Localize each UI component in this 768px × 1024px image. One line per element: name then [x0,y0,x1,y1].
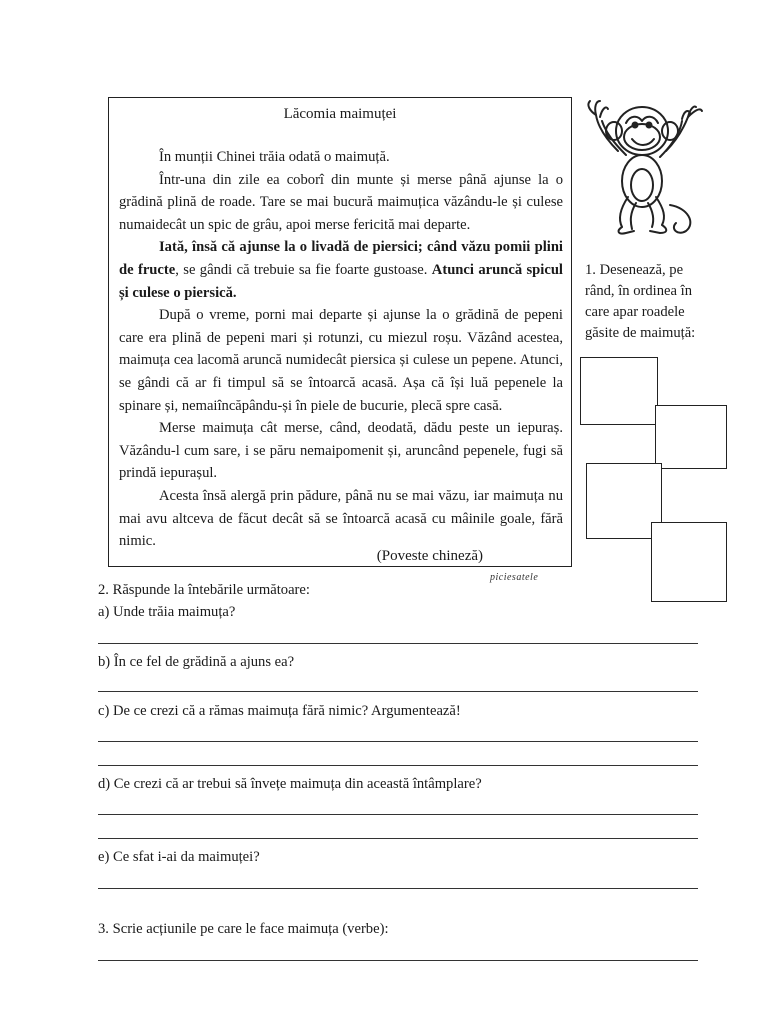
story-box [108,97,572,567]
answer-line-d-2[interactable] [98,838,698,839]
monkey-illustration-icon [578,93,712,239]
story-text [119,146,563,553]
question-b: b) În ce fel de grădină a ajuns ea? [98,654,295,670]
signature: piciesatele [490,572,539,583]
story-paragraph-5: Merse maimuța cât merse, când, deodată, dădu peste un iepuraș. Văzându-l cum sare, i se păru nemaipomenit și, aruncând pepenele, fugi să prindă iepurașul. [119,420,563,482]
story-paragraph-1: În munții Chinei trăia odată o maimuță. [159,149,390,165]
task-2-heading: 2. Răspunde la întebările următoare: [98,582,310,598]
drawing-box-1[interactable] [580,357,658,425]
task-3-heading: 3. Scrie acțiunile pe care le face maimuța (verbe): [98,921,389,937]
answer-line-e[interactable] [98,888,698,889]
story-paragraph-3 [119,236,563,304]
story-source: (Poveste chineză) [376,548,483,564]
question-e: e) Ce sfat i-ai da maimuței? [98,849,260,865]
task-1-instruction: 1. Desenează, pe rând, în ordinea în care apar roadele găsite de maimuță: [585,262,696,341]
story-bold-2: Atunci aruncă spicul și culese o piersică. [119,261,563,301]
story-paragraph-4: După o vreme, porni mai departe și ajunse la o grădină de pepeni care era plină de pepeni mari și rotunzi, cu miezul roșu. Văzând acestea, maimuța cea lacomă aruncă numidecât piersica și culese un pepene. Atunci, se gândi că ar fi timpul să se întoarcă acasă. Așa că își luă pepenele la spinare și, nemaiîncăpându-și în piele de bucurie, plecă spre casă. [119,307,563,414]
story-normal: , se gândi că trebuie sa fie foarte gustoase. [175,261,432,278]
answer-line-c-2[interactable] [98,765,698,766]
question-d: d) Ce crezi că ar trebui să învețe maimuța din această întâmplare? [98,776,482,792]
drawing-box-2[interactable] [655,405,727,469]
question-c: c) De ce crezi că a rămas maimuța fără nimic? Argumentează! [98,703,461,719]
drawing-box-4[interactable] [651,522,727,602]
story-bold-1: Iată, însă că ajunse la o livadă de piersici; când văzu pomii plini de fructe [119,239,563,278]
question-a: a) Unde trăia maimuța? [98,604,236,620]
answer-line-b[interactable] [98,691,698,692]
answer-line-d-1[interactable] [98,814,698,815]
story-paragraph-6: Acesta însă alergă prin pădure, până nu se mai văzu, iar maimuța nu mai avu altceva de făcut decât să se întoarcă acasă cu mâinile goale, fără nimic. [119,487,563,550]
story-paragraph-2: Într-una din zile ea coborî din munte și merse până ajunse la o grădină plină de roade. Tare se mai bucură maimuțica văzându-le și culese numaidecât un spic de grâu, apoi merse fericită mai departe. [119,171,563,233]
story-title: Lăcomia maimuței [283,106,397,122]
answer-line-c-1[interactable] [98,741,698,742]
answer-line-task-3[interactable] [98,960,698,961]
answer-line-a[interactable] [98,643,698,644]
